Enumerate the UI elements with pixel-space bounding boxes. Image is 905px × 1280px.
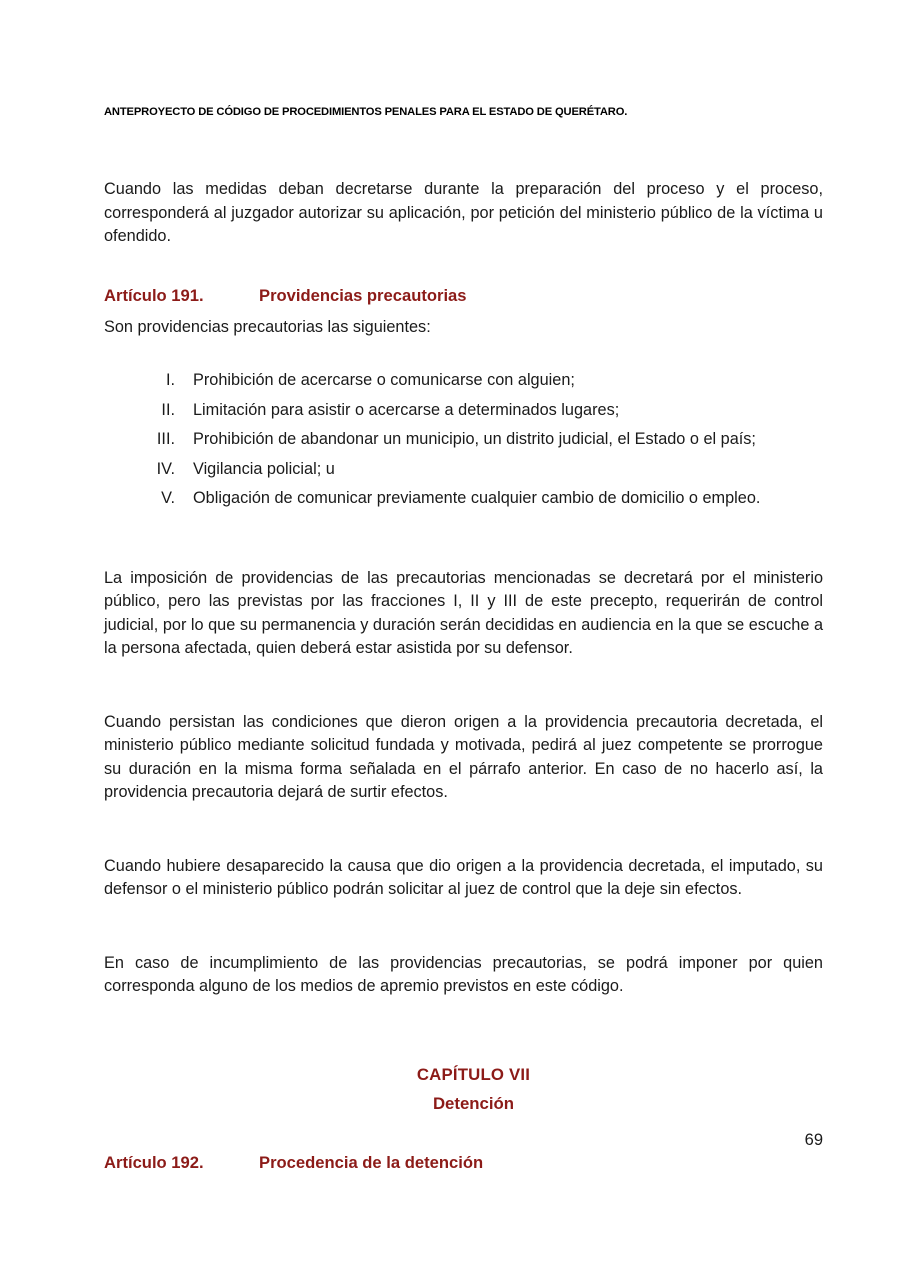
list-item [104,369,823,399]
fraction-text: Prohibición de abandonar un municipio, un distrito judicial, el Estado o el país; [193,430,756,448]
article-191-title: Providencias precautorias [259,285,467,305]
fraction-text: Obligación de comunicar previamente cualquier cambio de domicilio o empleo. [193,489,761,507]
chapter-block [104,1063,823,1116]
spacer [104,1116,823,1152]
paragraph-incumplimiento: En caso de incumplimiento de las providencias precautorias, se podrá imponer por quien corresponda alguno de los medios de apremio previstos en este código. [104,953,823,995]
article-191-heading [104,285,823,307]
paragraph-desaparecido: Cuando hubiere desaparecido la causa que dio origen a la providencia decretada, el imputado, su defensor o el ministerio público podrán solicitar al juez de control que la deje sin efectos. [104,856,823,898]
chapter-title: CAPÍTULO VII [416,1064,531,1084]
article-192-number: Artículo 192. [104,1152,204,1172]
list-item [104,458,823,488]
article-192-title: Procedencia de la detención [259,1152,484,1172]
paragraph-medidas: Cuando las medidas deban decretarse durante la preparación del proceso y el proceso, corresponderá al juzgador autorizar su aplicación, por petición del ministerio público de la víctima u ofendido. [104,180,823,245]
fractions-list [104,369,823,517]
fraction-numeral: II. [161,400,175,419]
list-item [104,487,823,517]
list-item [104,428,823,458]
page-number: 69 [804,1131,823,1149]
fraction-numeral: V. [161,489,175,507]
spacer [104,307,823,316]
fraction-numeral: I. [165,371,175,389]
spacer [104,339,823,369]
article-192-heading [104,1152,823,1174]
spacer [104,661,823,711]
spacer [104,249,823,285]
page-content [104,178,823,1174]
spacer [104,517,823,567]
running-header: ANTEPROYECTO DE CÓDIGO DE PROCEDIMIENTOS PENALES PARA EL ESTADO DE QUERÉTARO. [104,106,628,118]
chapter-subtitle: Detención [432,1093,515,1113]
spacer [104,999,823,1063]
list-item [104,399,823,429]
fraction-text: Prohibición de acercarse o comunicarse con alguien; [193,371,575,389]
spacer [104,902,823,952]
fraction-numeral: III. [156,430,175,448]
article-191-intro: Son providencias precautorias las siguientes: [104,317,431,336]
fraction-text: Vigilancia policial; u [193,459,335,478]
spacer [104,805,823,855]
paragraph-imposicion: La imposición de providencias de las precautorias mencionadas se decretará por el ministerio público, pero las previstas por las fracciones I, II y III de este precepto, requerirán de control judicial, por lo que su permanencia y duración serán decididas en audiencia en la que se escuche a la persona afectada, quien deberá estar asistida por su defensor. [104,568,823,657]
fraction-numeral: IV. [156,459,175,478]
fraction-text: Limitación para asistir o acercarse a determinados lugares; [193,400,620,419]
paragraph-persistan: Cuando persistan las condiciones que dieron origen a la providencia precautoria decretada, el ministerio público mediante solicitud fundada y motivada, pedirá al juez competente se prorrogue su duración en la misma forma señalada en el párrafo anterior. En caso de no hacerlo así, la providencia precautoria dejará de surtir efectos. [104,712,823,801]
article-191-number: Artículo 191. [104,285,204,305]
